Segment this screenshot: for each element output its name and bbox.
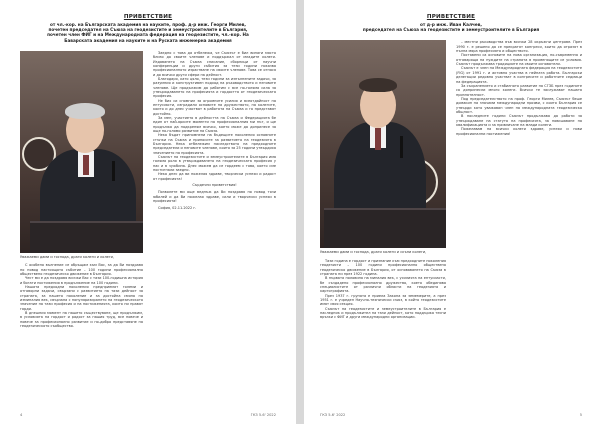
right-page [304,0,600,424]
paragraph: С особено вълнение се обръщам към Вас, за да Ви поздравя по повод настоящото събитие – 100 години професионално обществено геодезическо движение в България. [20,263,143,276]
left-journal-name: ГКЗ 5-6' 2022 [250,413,276,417]
paragraph: Благодаря, като цяло, тези години за изпълнените задачи, за разумния и конструктивен подход на ръководството и неговите членове. Ще продължим да работим с все по-голяма сила за утвърждаването на професията и гордостта от геодезическата професия. [153,76,276,99]
paragraph: През 1937 г. групата е приела Закона за земемерите, а през 1951 г. е учреден Научно-технически съюз, в който геодезистите имат своя секция. [320,293,446,307]
paragraph: За мен, участието в дейността на Съюза и Федерацията бе един от най-ярките моменти на професионалния ми път, и ще продължа да подкрепям всичко, което може да допринесе за още по-голямо развитие на Съюза. [153,115,276,133]
paragraph: Съюзът на геодезистите и земеустроителите в България има голяма роля в утвърждаването на геодезическата професия у нас и в чужбина. Днес можем да се гордеем с това, което сме постигнали заедно. [153,155,276,173]
left-column-1-text [20,263,143,328]
paragraph: Нека бъдат припомнени на бъдещите поколения основните стъпки на Съюза и приносите за развитието на геодезията в България. Нека отбележим наследството на предходните председатели и неговите членове, които за 25 години утвърдиха значението на професията. [153,133,276,155]
paragraph: В последните години Съюзът продължава да работи за утвърждаване на статута на професията, за повишаване на квалификацията и за привличане на млади колеги. [456,114,582,127]
right-column-1-text [320,259,446,320]
right-heading: ПРИВЕТСТВИЕ [426,14,476,20]
left-page [0,0,296,424]
paragraph: В първата половина на миналия век, с усилията на ентусиасти, бе създадено професионално дружество, което обединява специалистите от различни области на геодезията и картографията. [320,276,446,294]
left-column-1 [20,51,143,329]
left-subheading [20,22,276,43]
paragraph: Чест ми е да поздравя всички Вас с тази 100-годишна история и богати постижения в продължение на 100 години. [20,276,143,285]
left-subheading-line: почетен председател на Съюза на геодезистите и земеустроителите в България, [48,27,248,33]
closing-line: Сърдечни приветствия! [192,183,237,188]
right-page-number: 5 [579,413,582,417]
paragraph: Тази година е гордост и признание към предходните поколения геодезисти – 100 години професионално обществено геодезическо движение в България, от основаването на Съюза в страната ни през 1922 година. [320,258,446,276]
date-signature: София, 02.11.2022 г. [158,205,197,210]
left-photo-caption: Уважаеми дами и господа, драги колеги и колеги, [20,254,115,259]
paragraph: Нека днес да ви пожелая здраве, творчески успехи и радост от професията! [153,172,276,181]
right-subheading-line: от д-р инж. Иван Калчев, [420,22,482,27]
book-spine [296,0,304,424]
left-column-2 [153,51,276,329]
left-subheading-line: почетен член ФИГ и на Международната федерация на геодезистите, чл.-кор. На [47,32,249,38]
left-subheading-line: Баварската академия на науките и на Руската инженерна академия [64,37,232,43]
paragraph: Съюзът на геодезистите и земеустроителите в България е наследник и продължител на тази дейност, като поддържа тесни връзки с ФИГ и други международни организации. [320,306,446,320]
left-page-number: 4 [20,413,23,417]
paragraph: – местни ръководства във всички 28 окръжни центрове. През 1990 г. е решено да се прекратят конгреси, които да отразят в пълна мяра професията и обществото. [456,40,582,54]
paragraph: Под председателството на проф. Георги Милев, Съюзът беше домакин на значими международни прояви, с които България се утвърди като уважаван член на международната геодезическа общност. [456,96,582,114]
left-heading: ПРИВЕТСТВИЕ [123,14,173,20]
paragraph: Пожелавам на всички колеги здраве, успехи и нови професионални постижения! [456,127,582,136]
left-subheading-line: от чл.-кор. на Българската академия на науките, проф. д-р инж. Георги Милев, [50,22,246,27]
paragraph: Не бих си спомнил за огромните усилия и всеотдайност на ентусиасти, изградили основите на дружеството, на колегите, които и до днес участват в работата на Съюза и го представят достойно. [153,98,276,116]
paragraph: За съхранението и стабилното развитие на СГЗБ през годините са допринесли много колеги. Всички те заслужават нашата признателност. [456,83,582,97]
right-subheading-line: председател на Съюза на геодезистите и земеустроителите в България [362,27,540,33]
portrait-photo-milev [20,51,143,253]
portrait-photo-kalchev [320,40,446,248]
paragraph: Нашата предходни поколения предприемат големи и отговорни задачи, свързани с развитието на тази дейност за страната, за нашето поколение и за достойна смяна на изминалия век, свързана с популяризирането на геодезическото значение на тази професия и на постиженията, които ни правят горди. [20,284,143,311]
paragraph: Позволете ми още веднъж да Ви поздравя по повод този юбилей и да Ви пожелая здраве, сили и творчески успехи в професията! [153,190,276,204]
paragraph: Поставени са основите на нова организация, по-съвременна и отговаряща на нуждите на страната в променящите се условия. Съюзът продължава традициите на своите основатели. [456,53,582,67]
right-column-2 [456,40,582,319]
right-journal-name: ГКЗ 5-6' 2022 [320,413,346,417]
right-column-1 [320,40,446,319]
right-photo-caption: Уважаеми дами и господа, драги колеги и скъпи колеги, [320,250,427,255]
paragraph: В днешния момент на нашето съществуване, ще продължим, в условията на гордост и радост за нашия труд, все повече и повече за професионално развитие и по-добро представяне на геодезическото съобщество. [20,311,143,329]
paragraph: Съюзът е член на Международната федерация на геодезистите (FIG) от 1991 г. и активно участва в нейната работа. Български делегации редовно участват в конгресите и работните седмици на федерацията. [456,66,582,84]
paragraph: Заедно с това да отбележа, че Съюзът е бил винаги място близо до своите членове и поддържал от младите колеги. Издаването на Съюза списание, сборници от научни конференции и други събития за тези години показва професионалното израстване на своите членове. Това се отнася и до всички други сфери на дейност. [153,50,276,77]
right-subheading [320,22,582,32]
